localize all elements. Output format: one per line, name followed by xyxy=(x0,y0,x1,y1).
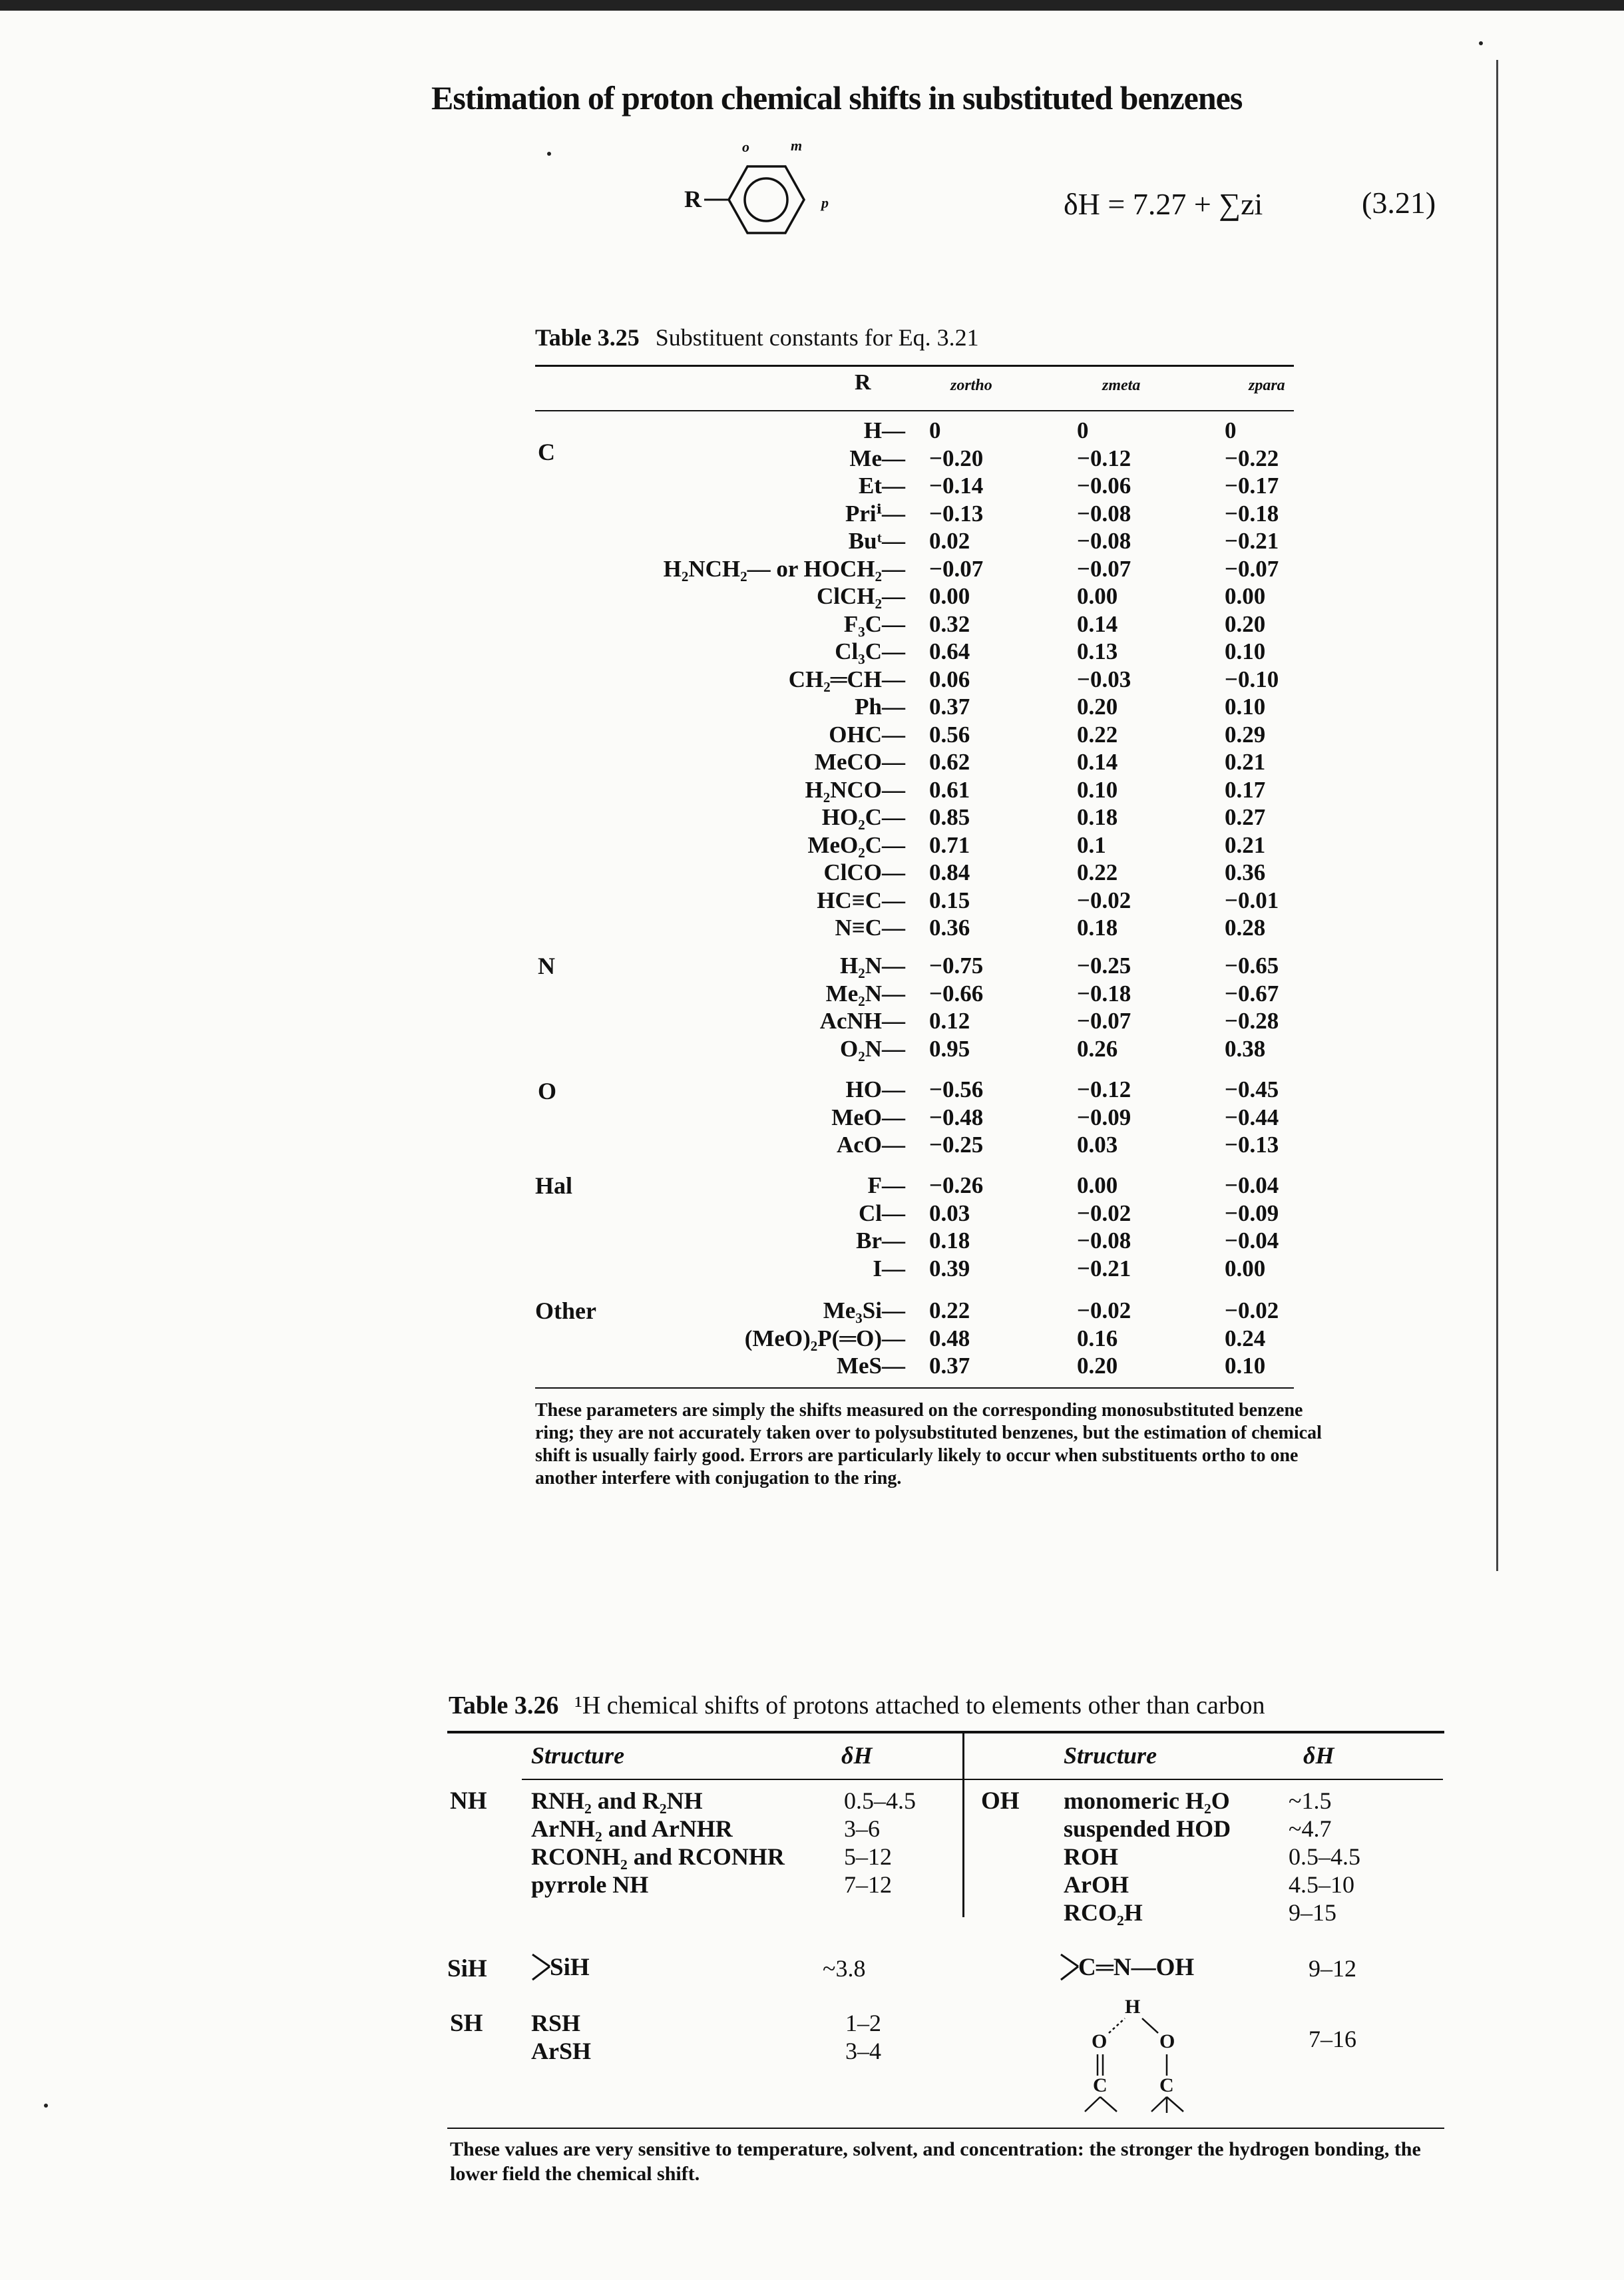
ortho-label: o xyxy=(742,138,749,155)
table-cell-r: H₂NCH₂— or HOCH₂— xyxy=(663,555,905,582)
table-cell-meta: 0.20 xyxy=(1077,1353,1118,1379)
table-326-header-rule xyxy=(522,1779,1443,1780)
table-cell-ortho: −0.13 xyxy=(929,500,984,527)
table-326-footnote: These values are very sensitive to temperature, solvent, and concentration: the stronger the hydrogen bonding, the lower field the chemical shift. xyxy=(450,2138,1421,2185)
table-cell-para: −0.45 xyxy=(1225,1076,1279,1102)
table-cell-shift: ~4.7 xyxy=(1289,1815,1332,1842)
group-label-other: Other xyxy=(535,1297,596,1324)
table-326-top-rule xyxy=(447,1731,1444,1733)
header-z-para: zpara xyxy=(1249,377,1285,394)
oh-structures xyxy=(1064,1787,1231,1927)
table-cell-structure: RCO₂H xyxy=(1064,1899,1143,1926)
table-cell-para: −0.21 xyxy=(1225,528,1279,554)
table-cell-structure: C═N—OH xyxy=(1078,1954,1195,1981)
table-cell-meta: −0.06 xyxy=(1077,473,1131,499)
table-cell-meta: −0.21 xyxy=(1077,1255,1131,1281)
table-cell-ortho: −0.56 xyxy=(929,1076,984,1102)
table-cell-ortho: −0.07 xyxy=(929,555,984,582)
table-cell-meta: 0.22 xyxy=(1077,721,1118,748)
table-cell-para: 0.36 xyxy=(1225,859,1266,885)
table-cell-para: −0.04 xyxy=(1225,1172,1279,1198)
meta-label: m xyxy=(791,137,803,154)
table-cell-ortho: 0.37 xyxy=(929,694,970,720)
table-cell-ortho: 0.06 xyxy=(929,666,970,692)
table-cell-r: HO₂C— xyxy=(821,804,905,830)
table-cell-para: 0 xyxy=(1225,417,1237,443)
nh-shifts xyxy=(844,1787,916,1899)
table-cell-para: −0.65 xyxy=(1225,953,1279,979)
table-cell-ortho: 0.12 xyxy=(929,1008,970,1034)
table-325-caption xyxy=(535,324,979,351)
table-cell-para: 0.00 xyxy=(1225,1255,1266,1281)
table-cell-r: Priⁱ— xyxy=(845,500,905,527)
sh-shifts xyxy=(845,2009,881,2065)
table-cell-shift: 4.5–10 xyxy=(1289,1871,1354,1898)
table-cell-ortho: −0.25 xyxy=(929,1132,984,1158)
hal-group-ortho xyxy=(929,1172,983,1282)
table-cell-ortho: 0.61 xyxy=(929,776,970,803)
table-cell-ortho: 0 xyxy=(929,417,941,443)
table-cell-meta: 0 xyxy=(1077,417,1089,443)
table-cell-meta: −0.12 xyxy=(1077,1076,1131,1102)
scan-top-edge xyxy=(0,0,1624,11)
table-cell-r: Et— xyxy=(859,473,905,499)
page-title: Estimation of proton chemical shifts in substituted benzenes xyxy=(431,79,1243,116)
table-cell-para: −0.13 xyxy=(1225,1132,1279,1158)
table-cell-para: 0.10 xyxy=(1225,1353,1266,1379)
table-cell-ortho: −0.48 xyxy=(929,1104,984,1130)
table-325-header-rule xyxy=(535,410,1294,411)
table-cell-meta: 0.10 xyxy=(1077,776,1118,803)
table-cell-structure: monomeric H₂O xyxy=(1064,1787,1230,1814)
n-group-ortho xyxy=(929,952,983,1062)
header-delta-left: δH xyxy=(841,1742,873,1769)
sh-structures xyxy=(531,2009,591,2065)
table-cell-para: −0.22 xyxy=(1225,445,1279,471)
table-cell-r: MeS— xyxy=(836,1353,905,1379)
header-r: R xyxy=(855,370,871,395)
table-cell-structure: ArSH xyxy=(531,2038,591,2064)
table-cell-r: MeO— xyxy=(831,1104,905,1130)
table-cell-r: Me— xyxy=(849,445,905,471)
chelate-o-label: O xyxy=(1159,2030,1175,2052)
table-cell-para: 0.24 xyxy=(1225,1325,1266,1351)
table-cell-r: O₂N— xyxy=(840,1035,905,1062)
table-cell-meta: −0.02 xyxy=(1077,1297,1131,1323)
table-cell-meta: −0.09 xyxy=(1077,1104,1131,1130)
table-cell-r: (MeO)₂P(═O)— xyxy=(744,1325,905,1351)
table-cell-r: Br— xyxy=(856,1228,905,1254)
table-cell-shift: 5–12 xyxy=(844,1843,892,1870)
table-cell-r: Cl₃C— xyxy=(835,638,905,664)
table-cell-ortho: 0.18 xyxy=(929,1228,970,1254)
table-cell-r: H₂N— xyxy=(840,953,905,979)
other-group-substituents xyxy=(745,1297,905,1380)
group-label-c: C xyxy=(538,439,555,465)
table-cell-meta: 0.18 xyxy=(1077,804,1118,830)
table-cell-shift: 7–12 xyxy=(844,1871,892,1898)
table-cell-structure: ArNH₂ and ArNHR xyxy=(531,1815,733,1842)
table-cell-r: Me₃Si— xyxy=(823,1297,905,1323)
table-cell-r: F₃C— xyxy=(843,610,905,637)
c-group-para xyxy=(1225,417,1279,942)
table-cell-para: 0.21 xyxy=(1225,749,1266,775)
chelate-c-label: C xyxy=(1093,2074,1108,2096)
table-cell-meta: −0.12 xyxy=(1077,445,1131,471)
table-cell-r: Me₂N— xyxy=(825,980,905,1007)
table-cell-para: −0.02 xyxy=(1225,1297,1279,1323)
table-cell-para: −0.67 xyxy=(1225,980,1279,1007)
table-325-footnote: These parameters are simply the shifts measured on the corresponding monosubstituted benzene ring; they are not accurately taken over to polysubstituted benzenes, but the estimation of chemical shift is usually fairly good. Errors are particularly likely to occur when substituents ortho to one another interfere with conjugation to the ring. xyxy=(535,1400,1322,1488)
table-cell-ortho: 0.02 xyxy=(929,528,970,554)
table-cell-meta: 0.14 xyxy=(1077,610,1118,637)
c-group-substituents xyxy=(664,417,905,942)
oxime-structure xyxy=(1058,1950,1278,1988)
group-label-nh: NH xyxy=(450,1787,487,1815)
header-structure-right: Structure xyxy=(1064,1742,1157,1769)
equation-formula: δH = 7.27 + ∑zi xyxy=(1064,187,1263,221)
table-cell-meta: 0.18 xyxy=(1077,915,1118,941)
table-cell-meta: 0.13 xyxy=(1077,638,1118,664)
table-cell-para: 0.27 xyxy=(1225,804,1266,830)
table-cell-r: H— xyxy=(863,417,905,443)
benzene-ring-icon xyxy=(679,146,839,253)
scan-speck xyxy=(547,152,551,156)
table-cell-shift: 1–2 xyxy=(845,2010,881,2036)
n-group-meta xyxy=(1077,952,1131,1062)
o-group-meta xyxy=(1077,1076,1131,1159)
table-cell-r: HC≡C— xyxy=(817,887,905,913)
table-cell-meta: −0.07 xyxy=(1077,555,1131,582)
table-cell-ortho: 0.48 xyxy=(929,1325,970,1351)
table-cell-r: AcNH— xyxy=(819,1008,905,1034)
other-group-ortho xyxy=(929,1297,970,1380)
table-cell-meta: −0.08 xyxy=(1077,500,1131,527)
table-cell-ortho: 0.00 xyxy=(929,583,970,609)
c-group-ortho xyxy=(929,417,983,942)
table-cell-para: −0.17 xyxy=(1225,473,1279,499)
table-cell-ortho: 0.36 xyxy=(929,915,970,941)
oh-shifts xyxy=(1289,1787,1360,1927)
table-cell-ortho: 0.03 xyxy=(929,1200,970,1226)
table-cell-ortho: −0.20 xyxy=(929,445,984,471)
table-cell-meta: −0.08 xyxy=(1077,1228,1131,1254)
table-cell-meta: −0.02 xyxy=(1077,1200,1131,1226)
para-label: p xyxy=(821,194,829,211)
hal-group-para xyxy=(1225,1172,1279,1282)
table-cell-shift: 9–12 xyxy=(1309,1955,1356,1982)
table-cell-r: CH₂═CH— xyxy=(788,666,905,692)
o-group-substituents xyxy=(831,1076,905,1159)
table-cell-ortho: −0.26 xyxy=(929,1172,984,1198)
table-cell-r: F— xyxy=(867,1172,905,1198)
sih-structure xyxy=(530,1950,703,1988)
table-cell-shift: 0.5–4.5 xyxy=(844,1787,916,1814)
table-cell-structure: RNH₂ and R₂NH xyxy=(531,1787,703,1814)
table-cell-shift: 7–16 xyxy=(1309,2026,1356,2052)
table-325-top-rule xyxy=(535,365,1294,367)
chelate-o-label: O xyxy=(1092,2030,1108,2052)
table-cell-r: Buᵗ— xyxy=(848,528,905,554)
table-cell-shift: 0.5–4.5 xyxy=(1289,1843,1360,1870)
group-label-sih: SiH xyxy=(447,1955,487,1982)
table-cell-para: −0.28 xyxy=(1225,1008,1279,1034)
hal-group-meta xyxy=(1077,1172,1131,1282)
group-label-oh: OH xyxy=(981,1787,1020,1815)
o-group-para xyxy=(1225,1076,1279,1159)
table-cell-shift: ~1.5 xyxy=(1289,1787,1332,1814)
table-cell-meta: −0.02 xyxy=(1077,887,1131,913)
table-cell-para: −0.04 xyxy=(1225,1228,1279,1254)
table-cell-ortho: 0.39 xyxy=(929,1255,970,1281)
table-cell-meta: 0.26 xyxy=(1077,1035,1118,1062)
table-cell-r: Ph— xyxy=(855,694,905,720)
group-label-o: O xyxy=(538,1078,557,1104)
table-cell-para: 0.00 xyxy=(1225,583,1266,609)
other-group-meta xyxy=(1077,1297,1131,1380)
table-cell-shift: ~3.8 xyxy=(823,1955,866,1982)
hal-group-substituents xyxy=(856,1172,905,1282)
table-cell-meta: 0.03 xyxy=(1077,1132,1118,1158)
table-325-label: Table 3.25 xyxy=(535,324,640,351)
table-cell-meta: −0.03 xyxy=(1077,666,1131,692)
chelate-c-label: C xyxy=(1159,2074,1174,2096)
table-cell-r: N≡C— xyxy=(835,915,905,941)
table-cell-ortho: 0.71 xyxy=(929,831,970,858)
table-cell-ortho: 0.32 xyxy=(929,610,970,637)
table-cell-meta: 0.14 xyxy=(1077,749,1118,775)
table-cell-ortho: 0.85 xyxy=(929,804,970,830)
table-cell-r: ClCH₂— xyxy=(817,583,905,609)
table-cell-ortho: 0.56 xyxy=(929,721,970,748)
table-cell-ortho: 0.84 xyxy=(929,859,970,885)
table-cell-structure: RSH xyxy=(531,2010,581,2036)
group-label-sh: SH xyxy=(450,2010,483,2037)
group-label-hal: Hal xyxy=(535,1172,573,1199)
table-cell-para: 0.10 xyxy=(1225,694,1266,720)
table-cell-structure: pyrrole NH xyxy=(531,1871,649,1898)
table-cell-para: 0.17 xyxy=(1225,776,1266,803)
table-cell-ortho: −0.75 xyxy=(929,953,984,979)
table-cell-ortho: 0.62 xyxy=(929,749,970,775)
table-cell-shift: 9–15 xyxy=(1289,1899,1336,1926)
table-cell-para: 0.38 xyxy=(1225,1035,1266,1062)
table-cell-meta: 0.1 xyxy=(1077,831,1106,858)
table-cell-r: ClCO— xyxy=(823,859,905,885)
scan-speck xyxy=(1479,41,1483,45)
table-cell-ortho: 0.64 xyxy=(929,638,970,664)
o-group-ortho xyxy=(929,1076,983,1159)
equation-number: (3.21) xyxy=(1362,186,1436,220)
header-delta-right: δH xyxy=(1303,1742,1334,1769)
table-cell-para: −0.18 xyxy=(1225,500,1279,527)
scan-margin-line xyxy=(1496,60,1498,1571)
table-cell-meta: −0.08 xyxy=(1077,528,1131,554)
table-cell-structure: suspended HOD xyxy=(1064,1815,1231,1842)
table-cell-meta: 0.16 xyxy=(1077,1325,1118,1351)
other-group-para xyxy=(1225,1297,1279,1380)
table-cell-r: HO— xyxy=(845,1076,905,1102)
scan-speck xyxy=(44,2104,48,2108)
table-cell-shift: 3–4 xyxy=(845,2038,881,2064)
chelate-h-label: H xyxy=(1125,1996,1141,2018)
n-group-substituents xyxy=(820,952,905,1062)
table-cell-para: 0.21 xyxy=(1225,831,1266,858)
benzene-ring-structure xyxy=(679,137,892,266)
table-cell-para: 0.10 xyxy=(1225,638,1266,664)
n-group-para xyxy=(1225,952,1279,1062)
c-group-meta xyxy=(1077,417,1131,942)
table-cell-ortho: 0.22 xyxy=(929,1297,970,1323)
table-325-title: Substituent constants for Eq. 3.21 xyxy=(655,324,979,351)
table-cell-para: −0.10 xyxy=(1225,666,1279,692)
table-326-label: Table 3.26 xyxy=(449,1692,559,1719)
table-cell-structure: SiH xyxy=(550,1954,590,1981)
table-cell-meta: −0.25 xyxy=(1077,953,1131,979)
table-cell-r: I— xyxy=(873,1255,905,1281)
table-cell-meta: 0.00 xyxy=(1077,583,1118,609)
table-cell-r: MeO₂C— xyxy=(807,831,905,858)
hydrogen-bonded-chelate-structure xyxy=(1058,1990,1218,2117)
table-cell-ortho: −0.66 xyxy=(929,980,984,1007)
table-cell-para: −0.44 xyxy=(1225,1104,1279,1130)
header-z-meta: zmeta xyxy=(1102,377,1141,394)
table-cell-ortho: −0.14 xyxy=(929,473,984,499)
table-326-title: ¹H chemical shifts of protons attached to elements other than carbon xyxy=(574,1692,1265,1719)
table-325-bottom-rule xyxy=(535,1387,1294,1389)
table-cell-para: 0.29 xyxy=(1225,721,1266,748)
table-cell-meta: 0.20 xyxy=(1077,694,1118,720)
table-cell-r: MeCO— xyxy=(814,749,905,775)
table-cell-meta: 0.00 xyxy=(1077,1172,1118,1198)
table-cell-structure: ROH xyxy=(1064,1843,1119,1870)
table-cell-structure: ArOH xyxy=(1064,1871,1129,1898)
table-cell-ortho: 0.37 xyxy=(929,1353,970,1379)
table-cell-meta: 0.22 xyxy=(1077,859,1118,885)
table-326-bottom-rule xyxy=(447,2128,1444,2129)
table-cell-para: −0.01 xyxy=(1225,887,1279,913)
table-cell-para: 0.28 xyxy=(1225,915,1266,941)
table-cell-para: −0.09 xyxy=(1225,1200,1279,1226)
table-cell-ortho: 0.15 xyxy=(929,887,970,913)
table-326-caption xyxy=(449,1691,1265,1720)
header-z-ortho: zortho xyxy=(950,377,992,394)
table-cell-para: 0.20 xyxy=(1225,610,1266,637)
table-326-divider xyxy=(962,1731,964,1917)
table-cell-r: AcO— xyxy=(836,1132,905,1158)
table-cell-r: H₂NCO— xyxy=(805,776,905,803)
table-cell-meta: −0.18 xyxy=(1077,980,1131,1007)
table-cell-meta: −0.07 xyxy=(1077,1008,1131,1034)
table-cell-r: Cl— xyxy=(859,1200,905,1226)
nh-structures xyxy=(531,1787,785,1899)
table-cell-para: −0.07 xyxy=(1225,555,1279,582)
ring-r-label: R xyxy=(684,186,702,212)
table-cell-ortho: 0.95 xyxy=(929,1035,970,1062)
table-cell-shift: 3–6 xyxy=(844,1815,880,1842)
header-structure-left: Structure xyxy=(531,1742,625,1769)
table-cell-r: OHC— xyxy=(829,721,905,748)
group-label-n: N xyxy=(538,953,555,979)
table-cell-structure: RCONH₂ and RCONHR xyxy=(531,1843,785,1870)
